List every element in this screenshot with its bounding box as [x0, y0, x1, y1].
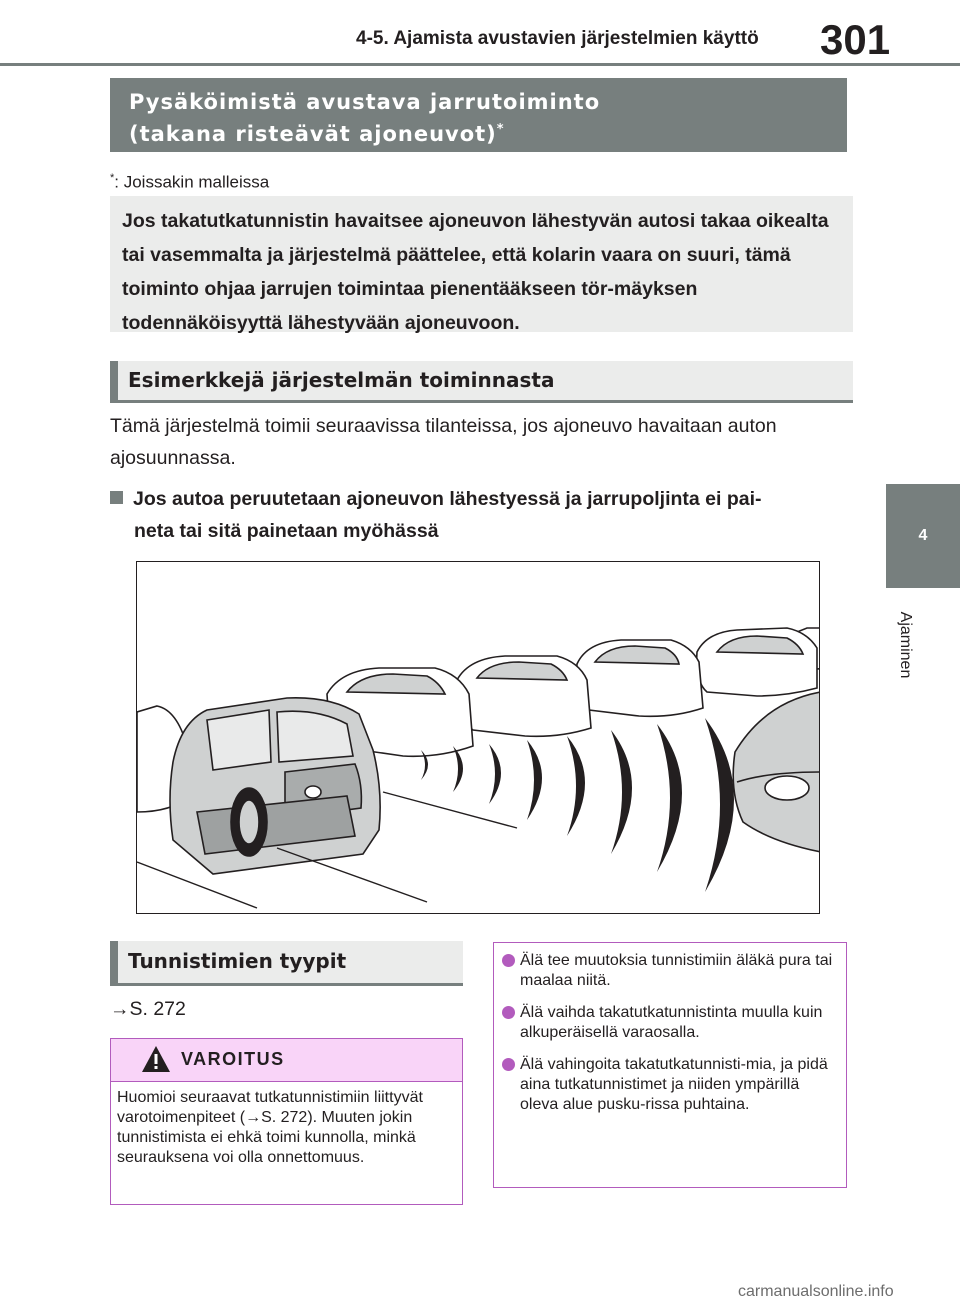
list-item	[502, 951, 838, 991]
main-title-line2: (takana risteävät ajoneuvot)	[129, 122, 497, 146]
main-title-line1: Pysäköimistä avustava jarrutoiminto	[129, 90, 601, 114]
main-title-marker: *	[496, 122, 505, 137]
chapter-label: Ajaminen	[897, 611, 914, 679]
page-reference-link[interactable]: S. 272	[129, 998, 186, 1020]
bullet-text: Älä vaihda takatutkatunnistinta muulla kuin alkuperäisellä varaosalla.	[520, 1004, 823, 1041]
warning-title: VAROITUS	[181, 1049, 285, 1069]
running-header: 4-5. Ajamista avustavien järjestelmien käyttö	[356, 28, 759, 49]
section-heading-examples: Esimerkkejä järjestelmän toiminnasta	[110, 361, 853, 403]
header-rule	[0, 63, 960, 66]
subheading	[110, 483, 850, 547]
warning-header	[111, 1039, 462, 1082]
warning-triangle-icon	[141, 1045, 171, 1073]
main-title	[110, 78, 847, 152]
bullet-dot-icon	[502, 1058, 515, 1071]
watermark: carmanualsonline.info	[738, 1283, 894, 1300]
warning-box	[110, 1038, 463, 1205]
bullet-text: Älä tee muutoksia tunnistimiin äläkä pura tai maalaa niitä.	[520, 952, 833, 989]
warning-text: Huomioi seuraavat tutkatunnistimiin liittyvät varotoimenpiteet (→S. 272). Muuten jokin tunnistimista ei ehkä toimi kunnolla, minkä seurauksena voi olla onnettomuus.	[117, 1089, 423, 1166]
intro-box: Jos takatutkatunnistin havaitsee ajoneuvon lähestyvän autosi takaa oikealta tai vasemmalta ja järjestelmä päättelee, että kolarin vaara on suuri, tämä toiminto ohjaa jarrujen toimintaa pienentääkseen tör-mäyksen todennäköisyyttä lähestyvään ajoneuvoon.	[110, 196, 853, 332]
list-item	[502, 1003, 838, 1043]
chapter-tab: 4	[886, 484, 960, 588]
bullet-dot-icon	[502, 1006, 515, 1019]
section-heading-sensor-types: Tunnistimien tyypit	[110, 941, 463, 986]
square-bullet-icon	[110, 491, 123, 504]
body-text: Tämä järjestelmä toimii seuraavissa tilanteissa, jos ajoneuvo havaitaan auton ajosuunnassa.	[110, 415, 777, 469]
footnote	[110, 172, 269, 193]
page-number: 301	[820, 16, 891, 63]
subheading-line1: Jos autoa peruutetaan ajoneuvon lähestyessä ja jarrupoljinta ei pai-	[133, 488, 762, 510]
footnote-text: : Joissakin malleissa	[114, 172, 270, 192]
parking-scene-svg	[137, 562, 820, 914]
subheading-line2: neta tai sitä painetaan myöhässä	[134, 520, 439, 542]
bullet-dot-icon	[502, 954, 515, 967]
precautions-box	[493, 942, 847, 1188]
parking-illustration	[136, 561, 820, 914]
arrow-right-icon: →	[110, 998, 130, 1020]
bullet-text: Älä vahingoita takatutkatunnisti-mia, ja pidä aina tutkatunnistimet ja niiden ympärillä oleva alue pusku-rissa puhtaina.	[520, 1056, 828, 1113]
page-reference	[110, 998, 186, 1021]
footnote-marker: *	[110, 172, 115, 184]
list-item	[502, 1055, 838, 1115]
